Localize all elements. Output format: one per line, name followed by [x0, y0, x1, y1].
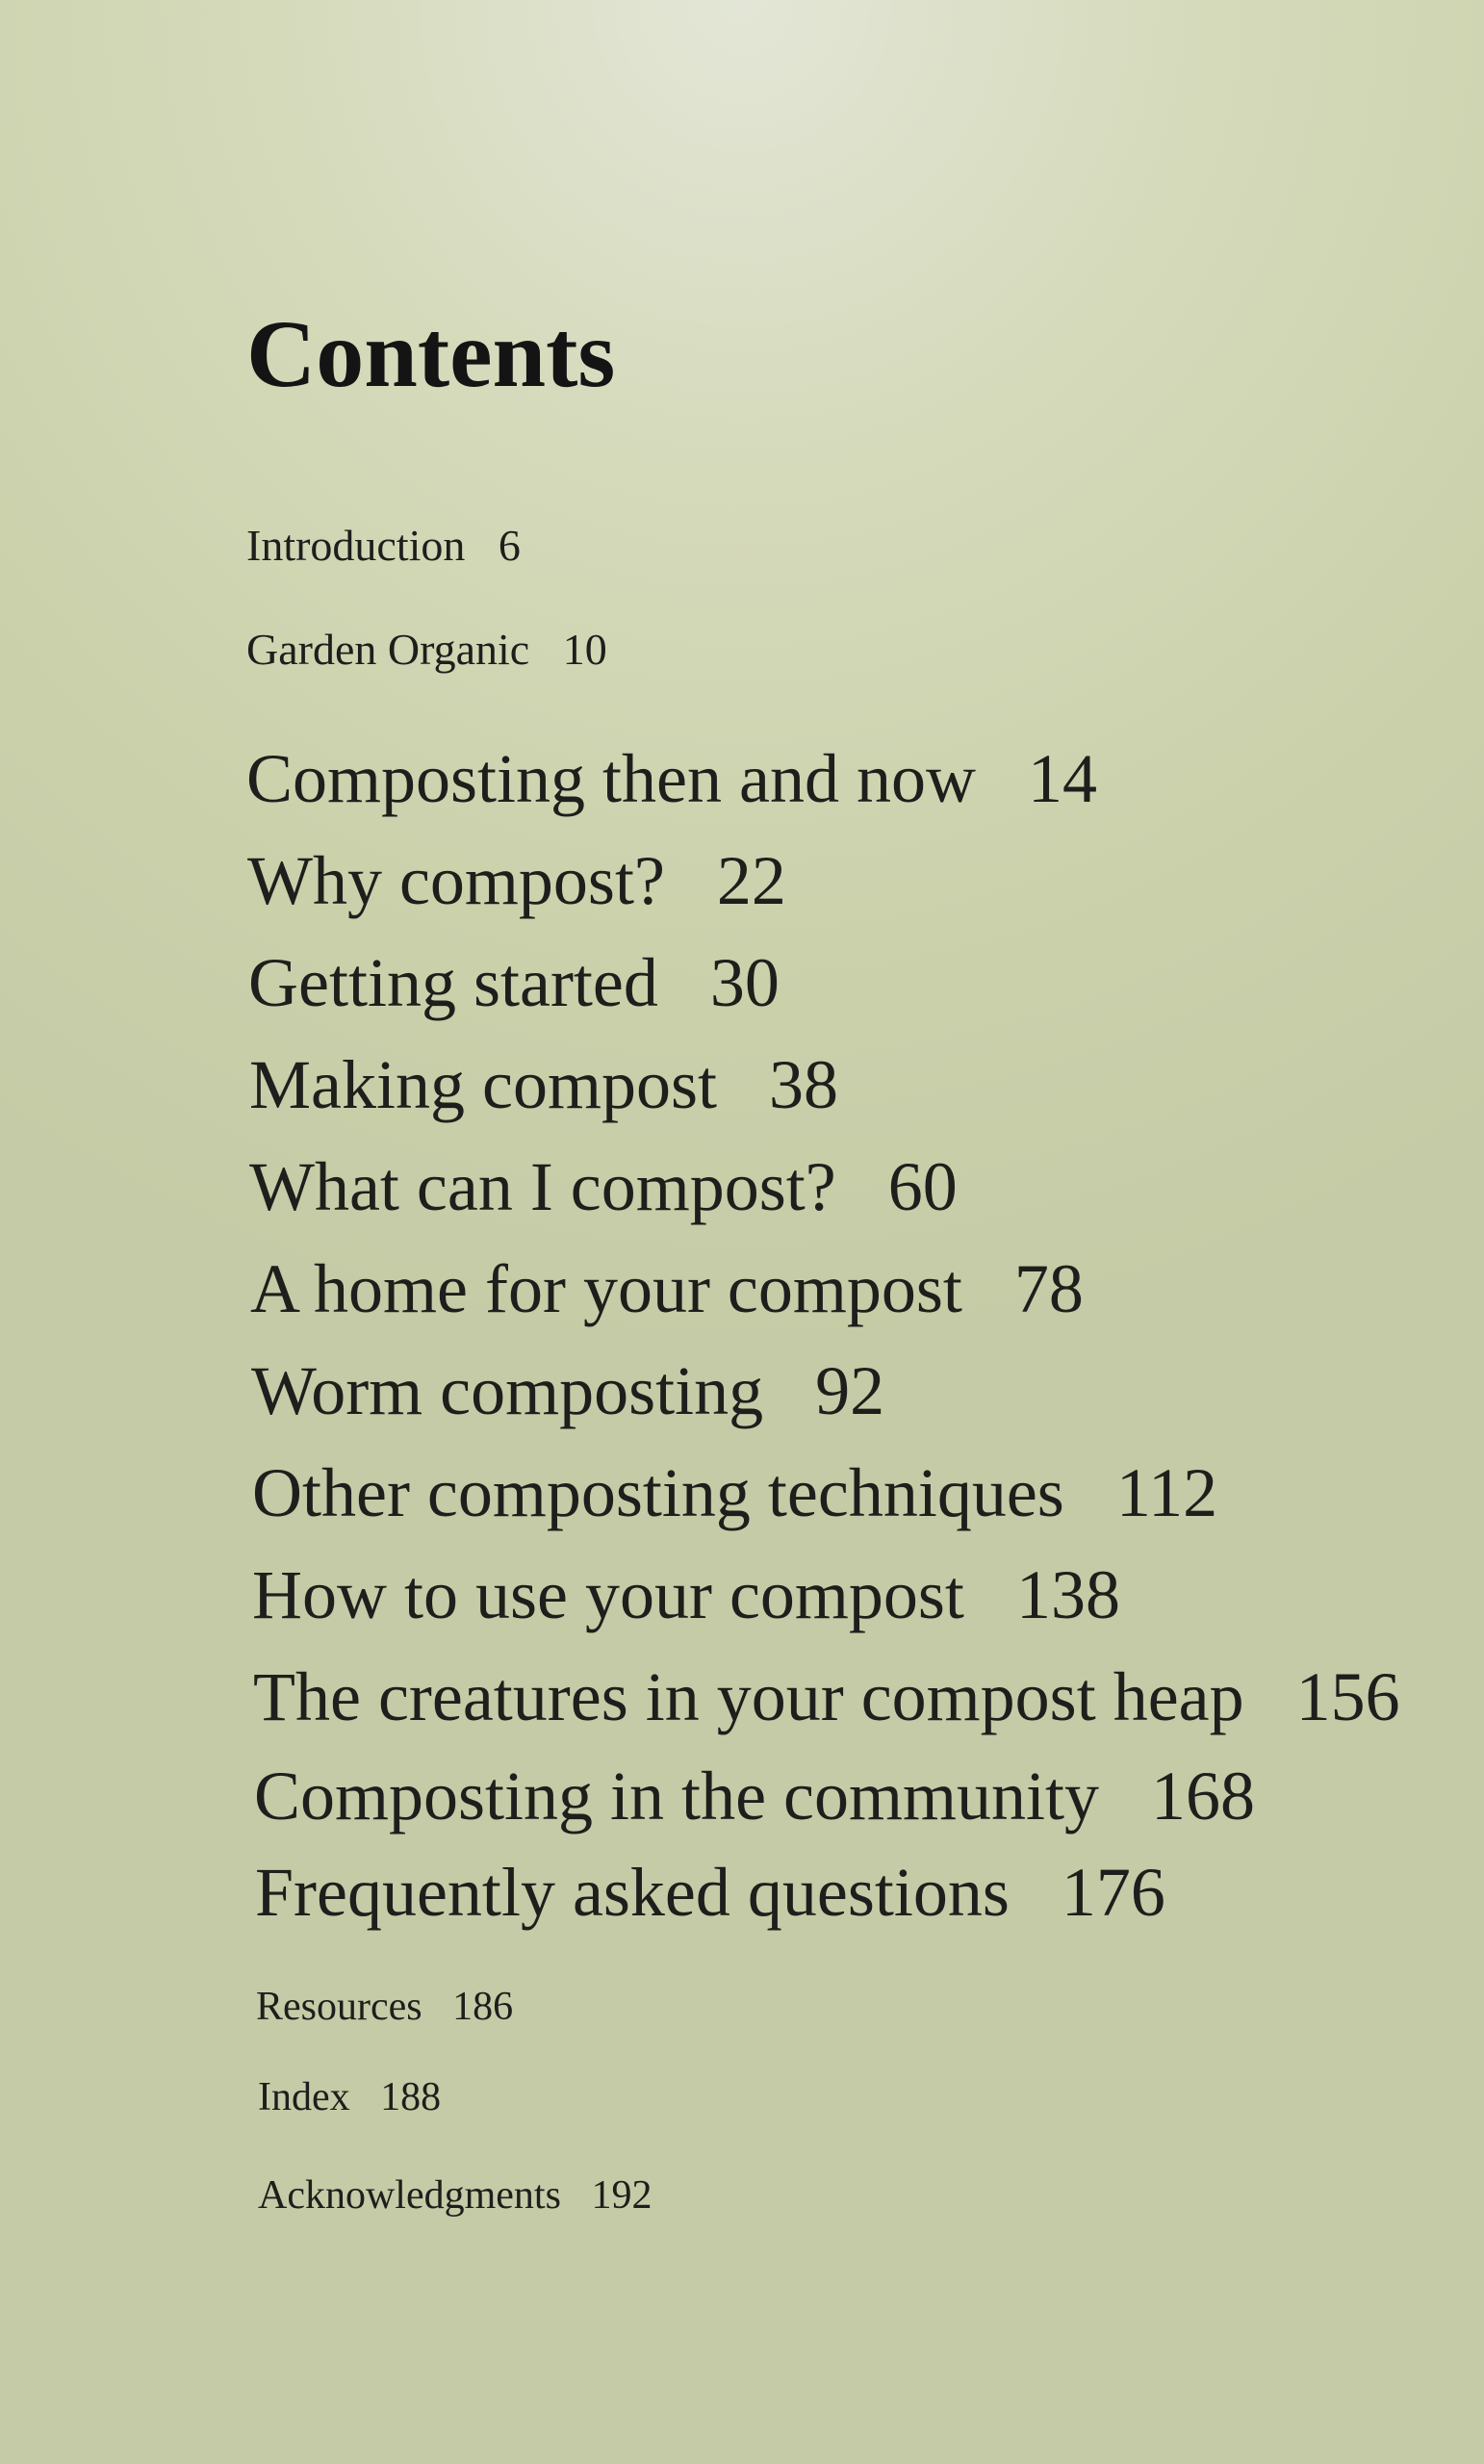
page-title: Contents	[246, 300, 616, 407]
toc-entry-garden-organic[interactable]	[246, 625, 607, 674]
toc-entry-acknowledgments[interactable]	[258, 2175, 652, 2216]
toc-entry-title: Resources	[256, 1985, 422, 2029]
toc-chapter-page: 60	[887, 1148, 958, 1225]
toc-chapter-title: Composting in the community	[254, 1758, 1099, 1835]
toc-chapter-title: Other composting techniques	[252, 1454, 1064, 1531]
toc-entry-page: 188	[380, 2075, 442, 2119]
toc-chapter-page: 78	[1013, 1250, 1084, 1327]
toc-chapter-why-compost[interactable]	[247, 842, 786, 919]
toc-chapter-title: Getting started	[248, 944, 658, 1021]
toc-entry-index[interactable]	[258, 2077, 441, 2118]
toc-chapter-page: 176	[1061, 1854, 1165, 1931]
toc-chapter-title: Frequently asked questions	[255, 1854, 1010, 1931]
toc-entry-page: 186	[452, 1985, 514, 2029]
toc-chapter-making-compost[interactable]	[249, 1046, 838, 1123]
toc-entry-title: Garden Organic	[246, 625, 530, 674]
toc-chapter-page: 30	[709, 944, 780, 1021]
toc-chapter-title: Worm composting	[251, 1352, 764, 1429]
toc-chapter-title: The creatures in your compost heap	[253, 1658, 1244, 1735]
toc-entry-page: 192	[591, 2173, 652, 2218]
toc-entry-page: 6	[498, 521, 521, 570]
toc-entry-page: 10	[562, 625, 607, 674]
toc-chapter-page: 138	[1015, 1556, 1120, 1633]
toc-chapter-how-to-use-your-compost[interactable]	[252, 1556, 1120, 1633]
toc-chapter-the-creatures-in-your-compost-heap[interactable]	[253, 1658, 1400, 1735]
toc-chapter-getting-started[interactable]	[248, 944, 780, 1021]
toc-chapter-page: 14	[1027, 740, 1097, 817]
toc-chapter-frequently-asked-questions[interactable]	[255, 1854, 1165, 1931]
toc-entry-resources[interactable]	[256, 1987, 513, 2027]
toc-chapter-title: How to use your compost	[252, 1556, 964, 1633]
toc-chapter-title: What can I compost?	[249, 1148, 836, 1225]
toc-chapter-title: Composting then and now	[246, 740, 976, 817]
toc-chapter-page: 38	[768, 1046, 838, 1123]
toc-chapter-page: 22	[716, 842, 786, 919]
toc-entry-title: Introduction	[246, 521, 466, 570]
toc-entry-introduction[interactable]	[246, 521, 521, 570]
toc-chapter-page: 156	[1295, 1658, 1400, 1735]
toc-chapter-other-composting-techniques[interactable]	[252, 1454, 1218, 1531]
toc-chapter-a-home-for-your-compost[interactable]	[250, 1250, 1084, 1327]
toc-chapter-title: Making compost	[249, 1046, 717, 1123]
toc-chapter-composting-then-and-now[interactable]	[246, 740, 1097, 817]
toc-chapter-title: Why compost?	[247, 842, 665, 919]
toc-entry-title: Acknowledgments	[258, 2173, 561, 2218]
toc-chapter-composting-in-the-community[interactable]	[254, 1758, 1255, 1835]
toc-entry-title: Index	[258, 2075, 350, 2119]
toc-chapter-page: 92	[815, 1352, 885, 1429]
toc-chapter-title: A home for your compost	[250, 1250, 962, 1327]
toc-chapter-page: 168	[1151, 1758, 1255, 1835]
toc-chapter-page: 112	[1115, 1454, 1218, 1531]
toc-chapter-worm-composting[interactable]	[251, 1352, 885, 1429]
toc-chapter-what-can-i-compost[interactable]	[249, 1148, 958, 1225]
